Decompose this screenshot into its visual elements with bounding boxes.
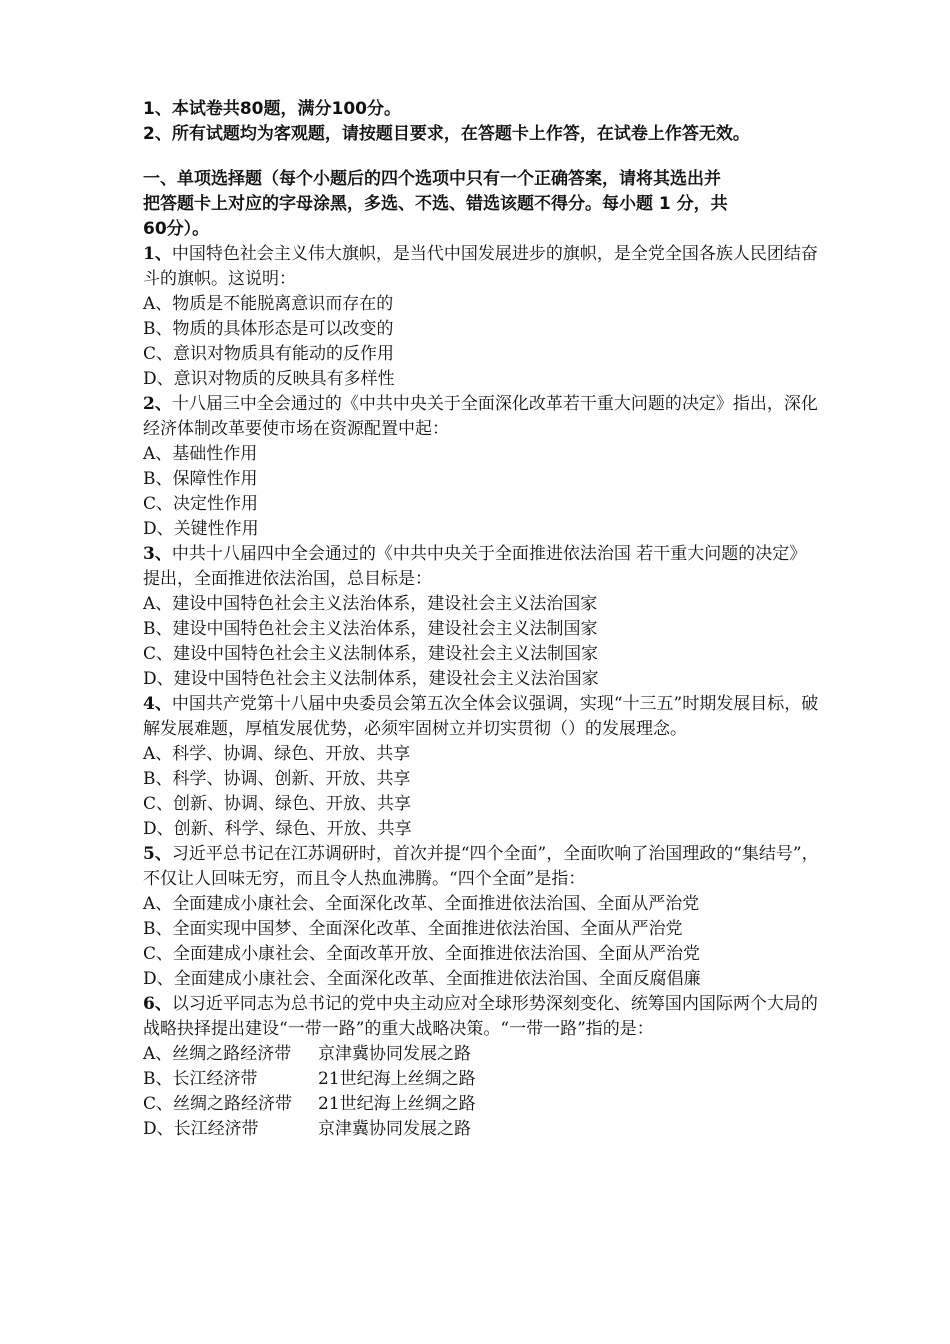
- option-a: A、科学、协调、绿色、开放、共享: [143, 744, 411, 764]
- option-c: C、意识对物质具有能动的反作用: [143, 344, 395, 364]
- option-d-part-1: D、长江经济带: [143, 1119, 259, 1139]
- option-a: A、物质是不能脱离意识而存在的: [143, 294, 394, 314]
- question-2: [143, 392, 823, 542]
- option-a-part-2: 京津冀协同发展之路: [318, 1044, 471, 1064]
- question-number: 1、: [143, 244, 172, 264]
- option-d: D、关键性作用: [143, 519, 259, 539]
- question-4: [143, 692, 823, 842]
- option-b: B、全面实现中国梦、全面深化改革、全面推进依法治国、全面从严治党: [143, 919, 683, 939]
- option-c: C、决定性作用: [143, 494, 259, 514]
- option-a: A、建设中国特色社会主义法治体系，建设社会主义法治国家: [143, 594, 598, 614]
- question-6: [143, 992, 823, 1142]
- option-b-part-1: B、长江经济带: [143, 1069, 258, 1089]
- question-5: [143, 842, 823, 992]
- option-a-part-1: A、丝绸之路经济带: [143, 1044, 292, 1064]
- section-heading-line-1: 一、单项选择题（每个小题后的四个选项中只有一个正确答案，请将其选出并: [143, 169, 721, 189]
- question-text: 中国特色社会主义伟大旗帜，是当代中国发展进步的旗帜，是全党全国各族人民团结奋斗的旗帜。这说明：: [143, 244, 818, 289]
- section-heading-line-3: 60分）。: [143, 219, 210, 239]
- question-number: 4、: [143, 694, 172, 714]
- option-b: B、保障性作用: [143, 469, 258, 489]
- question-3: [143, 542, 823, 692]
- option-d: D、全面建成小康社会、全面深化改革、全面推进依法治国、全面反腐倡廉: [143, 969, 701, 989]
- option-b: B、物质的具体形态是可以改变的: [143, 319, 394, 339]
- option-b: B、建设中国特色社会主义法治体系，建设社会主义法制国家: [143, 619, 598, 639]
- option-b: B、科学、协调、创新、开放、共享: [143, 769, 411, 789]
- option-c: [143, 1092, 823, 1117]
- question-text: 中共十八届四中全会通过的《中共中央关于全面推进依法治国 若干重大问题的决定》提出，全面推进依法治国，总目标是：: [143, 544, 807, 589]
- question-1: [143, 242, 823, 392]
- option-b-part-2: 21世纪海上丝绸之路: [318, 1069, 476, 1089]
- option-d: D、建设中国特色社会主义法制体系，建设社会主义法治国家: [143, 669, 599, 689]
- question-text: 以习近平同志为总书记的党中央主动应对全球形势深刻变化、统筹国内国际两个大局的战略抉择提出建设“一带一路”的重大战略决策。“一带一路”指的是：: [143, 994, 818, 1039]
- option-d: D、创新、科学、绿色、开放、共享: [143, 819, 412, 839]
- section-heading-line-2: 把答题卡上对应的字母涂黑，多选、不选、错选该题不得分。每小题 1 分，共: [143, 194, 728, 214]
- option-a: A、基础性作用: [143, 444, 258, 464]
- question-text: 中国共产党第十八届中央委员会第五次全体会议强调，实现“十三五”时期发展目标，破解发展难题，厚植发展优势，必须牢固树立并切实贯彻（）的发展理念。: [143, 694, 819, 739]
- option-a: A、全面建成小康社会、全面深化改革、全面推进依法治国、全面从严治党: [143, 894, 700, 914]
- option-c-part-1: C、丝绸之路经济带: [143, 1094, 293, 1114]
- option-a: [143, 1042, 823, 1067]
- option-d: [143, 1117, 823, 1142]
- option-c: C、创新、协调、绿色、开放、共享: [143, 794, 412, 814]
- question-number: 3、: [143, 544, 172, 564]
- option-d: D、意识对物质的反映具有多样性: [143, 369, 395, 389]
- question-number: 6、: [143, 994, 172, 1014]
- option-c: C、建设中国特色社会主义法制体系，建设社会主义法制国家: [143, 644, 599, 664]
- question-text: 十八届三中全会通过的《中共中央关于全面深化改革若干重大问题的决定》指出，深化经济体制改革要使市场在资源配置中起：: [143, 394, 818, 439]
- question-number: 2、: [143, 394, 172, 414]
- note-1: 1、本试卷共80题，满分100分。: [143, 99, 401, 119]
- option-c: C、全面建成小康社会、全面改革开放、全面推进依法治国、全面从严治党: [143, 944, 701, 964]
- option-c-part-2: 21世纪海上丝绸之路: [318, 1094, 476, 1114]
- question-text: 习近平总书记在江苏调研时，首次并提“四个全面”，全面吹响了治国理政的“集结号”，不仅让人回味无穷，而且令人热血沸腾。“四个全面”是指：: [143, 844, 819, 889]
- option-d-part-2: 京津冀协同发展之路: [318, 1119, 471, 1139]
- option-b: [143, 1067, 823, 1092]
- note-2: 2、所有试题均为客观题，请按题目要求，在答题卡上作答，在试卷上作答无效。: [143, 124, 750, 144]
- question-number: 5、: [143, 844, 172, 864]
- exam-page: [143, 97, 823, 1142]
